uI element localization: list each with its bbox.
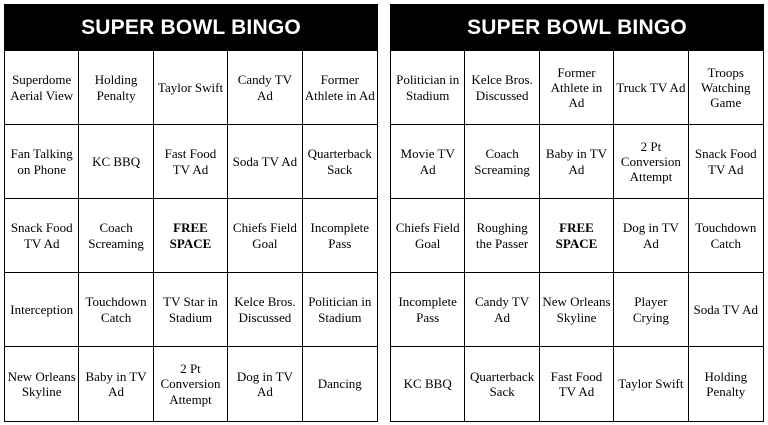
bingo-cell[interactable]: Candy TV Ad xyxy=(465,273,539,347)
bingo-cell[interactable]: Former Athlete in Ad xyxy=(540,51,614,125)
bingo-cell[interactable]: Snack Food TV Ad xyxy=(689,125,763,199)
bingo-cell[interactable]: Incomplete Pass xyxy=(391,273,465,347)
card-title: SUPER BOWL BINGO xyxy=(5,5,377,51)
bingo-cell[interactable]: Superdome Aerial View xyxy=(5,51,79,125)
bingo-cell[interactable]: Holding Penalty xyxy=(79,51,153,125)
bingo-cell[interactable]: Interception xyxy=(5,273,79,347)
card-title: SUPER BOWL BINGO xyxy=(391,5,763,51)
bingo-cell[interactable]: Baby in TV Ad xyxy=(540,125,614,199)
bingo-cell[interactable]: Soda TV Ad xyxy=(228,125,302,199)
bingo-cell[interactable]: New Orleans Skyline xyxy=(540,273,614,347)
bingo-grid xyxy=(391,51,763,421)
bingo-cell[interactable]: KC BBQ xyxy=(79,125,153,199)
bingo-cell[interactable]: Kelce Bros. Discussed xyxy=(228,273,302,347)
bingo-cell[interactable]: Politician in Stadium xyxy=(303,273,377,347)
bingo-cell[interactable]: Politician in Stadium xyxy=(391,51,465,125)
bingo-cell[interactable]: Fan Talking on Phone xyxy=(5,125,79,199)
bingo-card-1 xyxy=(4,4,378,422)
bingo-cell[interactable]: Roughing the Passer xyxy=(465,199,539,273)
bingo-cell[interactable]: Dancing xyxy=(317,376,362,392)
bingo-cell[interactable]: New Orleans Skyline xyxy=(5,347,79,421)
bingo-cell[interactable]: FREE SPACE xyxy=(154,199,228,273)
bingo-cell[interactable]: KC BBQ xyxy=(391,347,465,421)
bingo-cell[interactable]: 2 Pt Conversion Attempt xyxy=(154,347,228,421)
bingo-cell[interactable]: Fast Food TV Ad xyxy=(154,125,228,199)
bingo-cell[interactable]: Former Athlete in Ad xyxy=(303,51,377,125)
bingo-cell[interactable]: Candy TV Ad xyxy=(228,51,302,125)
bingo-cell[interactable]: Movie TV Ad xyxy=(391,125,465,199)
bingo-cell[interactable]: Dog in TV Ad xyxy=(614,199,688,273)
bingo-cell[interactable]: Fast Food TV Ad xyxy=(540,347,614,421)
bingo-cell[interactable]: Chiefs Field Goal xyxy=(391,199,465,273)
bingo-cell[interactable]: Truck TV Ad xyxy=(614,51,688,125)
bingo-cell[interactable]: Baby in TV Ad xyxy=(79,347,153,421)
bingo-cell[interactable]: Quarterback Sack xyxy=(303,125,377,199)
bingo-grid xyxy=(5,51,377,421)
bingo-cell[interactable]: Coach Screaming xyxy=(465,125,539,199)
bingo-cell[interactable]: Soda TV Ad xyxy=(689,273,763,347)
bingo-cell[interactable]: Kelce Bros. Discussed xyxy=(465,51,539,125)
bingo-cell[interactable]: FREE SPACE xyxy=(540,199,614,273)
bingo-cell[interactable]: Touchdown Catch xyxy=(689,199,763,273)
bingo-cell[interactable]: Player Crying xyxy=(614,273,688,347)
bingo-cell[interactable]: Taylor Swift xyxy=(614,347,688,421)
bingo-cell[interactable]: Chiefs Field Goal xyxy=(228,199,302,273)
bingo-cell[interactable]: Holding Penalty xyxy=(704,368,748,399)
bingo-cell[interactable]: Dog in TV Ad xyxy=(228,347,302,421)
bingo-cell[interactable]: 2 Pt Conversion Attempt xyxy=(614,125,688,199)
bingo-cell[interactable]: Touchdown Catch xyxy=(79,273,153,347)
bingo-cell[interactable]: Coach Screaming xyxy=(79,199,153,273)
bingo-cell[interactable]: TV Star in Stadium xyxy=(154,273,228,347)
bingo-cell[interactable]: Snack Food TV Ad xyxy=(5,199,79,273)
bingo-cell[interactable]: Troops Watching Game xyxy=(689,51,763,125)
bingo-cell[interactable]: Incomplete Pass xyxy=(303,199,377,273)
bingo-cell[interactable]: Taylor Swift xyxy=(154,51,228,125)
bingo-card-2 xyxy=(390,4,764,422)
bingo-cell[interactable]: Quarterback Sack xyxy=(465,347,539,421)
